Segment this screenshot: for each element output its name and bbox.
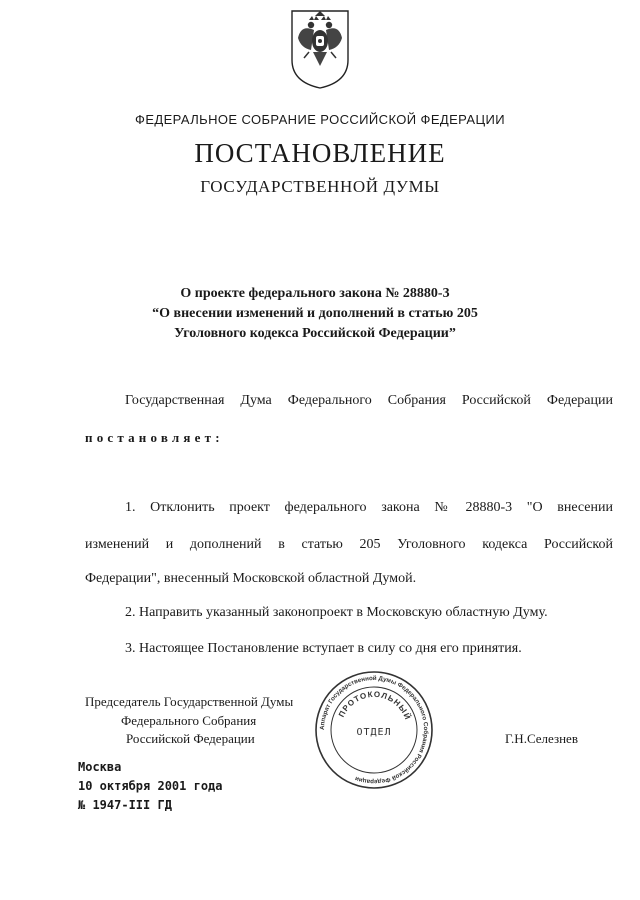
document-subtitle: ГОСУДАРСТВЕННОЙ ДУМЫ <box>200 177 440 196</box>
paragraph-1-line-1: 1. Отклонить проект федерального закона № 28880-3 "О внесении <box>125 500 613 515</box>
issue-date: 10 октября 2001 года <box>78 779 223 793</box>
paragraph-1-line-2: изменений и дополнений в статью 205 Уголовного кодекса Российской <box>85 537 613 552</box>
coat-of-arms-emblem <box>289 8 351 90</box>
decree-word: постановляет: <box>85 430 224 445</box>
svg-text:ОТДЕЛ: ОТДЕЛ <box>356 727 392 738</box>
place-of-issue: Москва <box>78 760 122 774</box>
subject-line-1: О проекте федерального закона № 28880-3 <box>180 286 450 301</box>
svg-text:Аппарат Государственной Думы Ф: Аппарат Государственной Думы Федерального Собрания Российской Федерации <box>318 674 430 786</box>
document-title: ПОСТАНОВЛЕНИЕ <box>194 138 446 168</box>
svg-text:ПРОТОКОЛЬНЫЙ: ПРОТОКОЛЬНЫЙ <box>336 689 413 722</box>
preamble: Государственная Дума Федерального Собрания Российской Федерации <box>125 393 613 408</box>
official-stamp <box>312 668 436 792</box>
signatory-title-line-1: Председатель Государственной Думы <box>85 694 294 709</box>
paragraph-1-line-3: Федерации", внесенный Московской областной Думой. <box>85 571 417 586</box>
paragraph-2: 2. Направить указанный законопроект в Московскую областную Думу. <box>125 605 548 620</box>
document-number: № 1947-III ГД <box>78 798 172 812</box>
paragraph-3: 3. Настоящее Постановление вступает в силу со дня его принятия. <box>125 641 522 656</box>
subject-line-2: “О внесении изменений и дополнений в статью 205 <box>152 306 478 321</box>
subject-heading <box>150 284 480 344</box>
parliament-name: ФЕДЕРАЛЬНОЕ СОБРАНИЕ РОССИЙСКОЙ ФЕДЕРАЦИИ <box>135 112 505 127</box>
signatory-title-line-3: Российской Федерации <box>126 731 255 746</box>
signatory-title-line-2: Федерального Собрания <box>121 713 257 728</box>
signatory-name: Г.Н.Селезнев <box>505 731 578 746</box>
subject-line-3: Уголовного кодекса Российской Федерации” <box>174 326 456 341</box>
